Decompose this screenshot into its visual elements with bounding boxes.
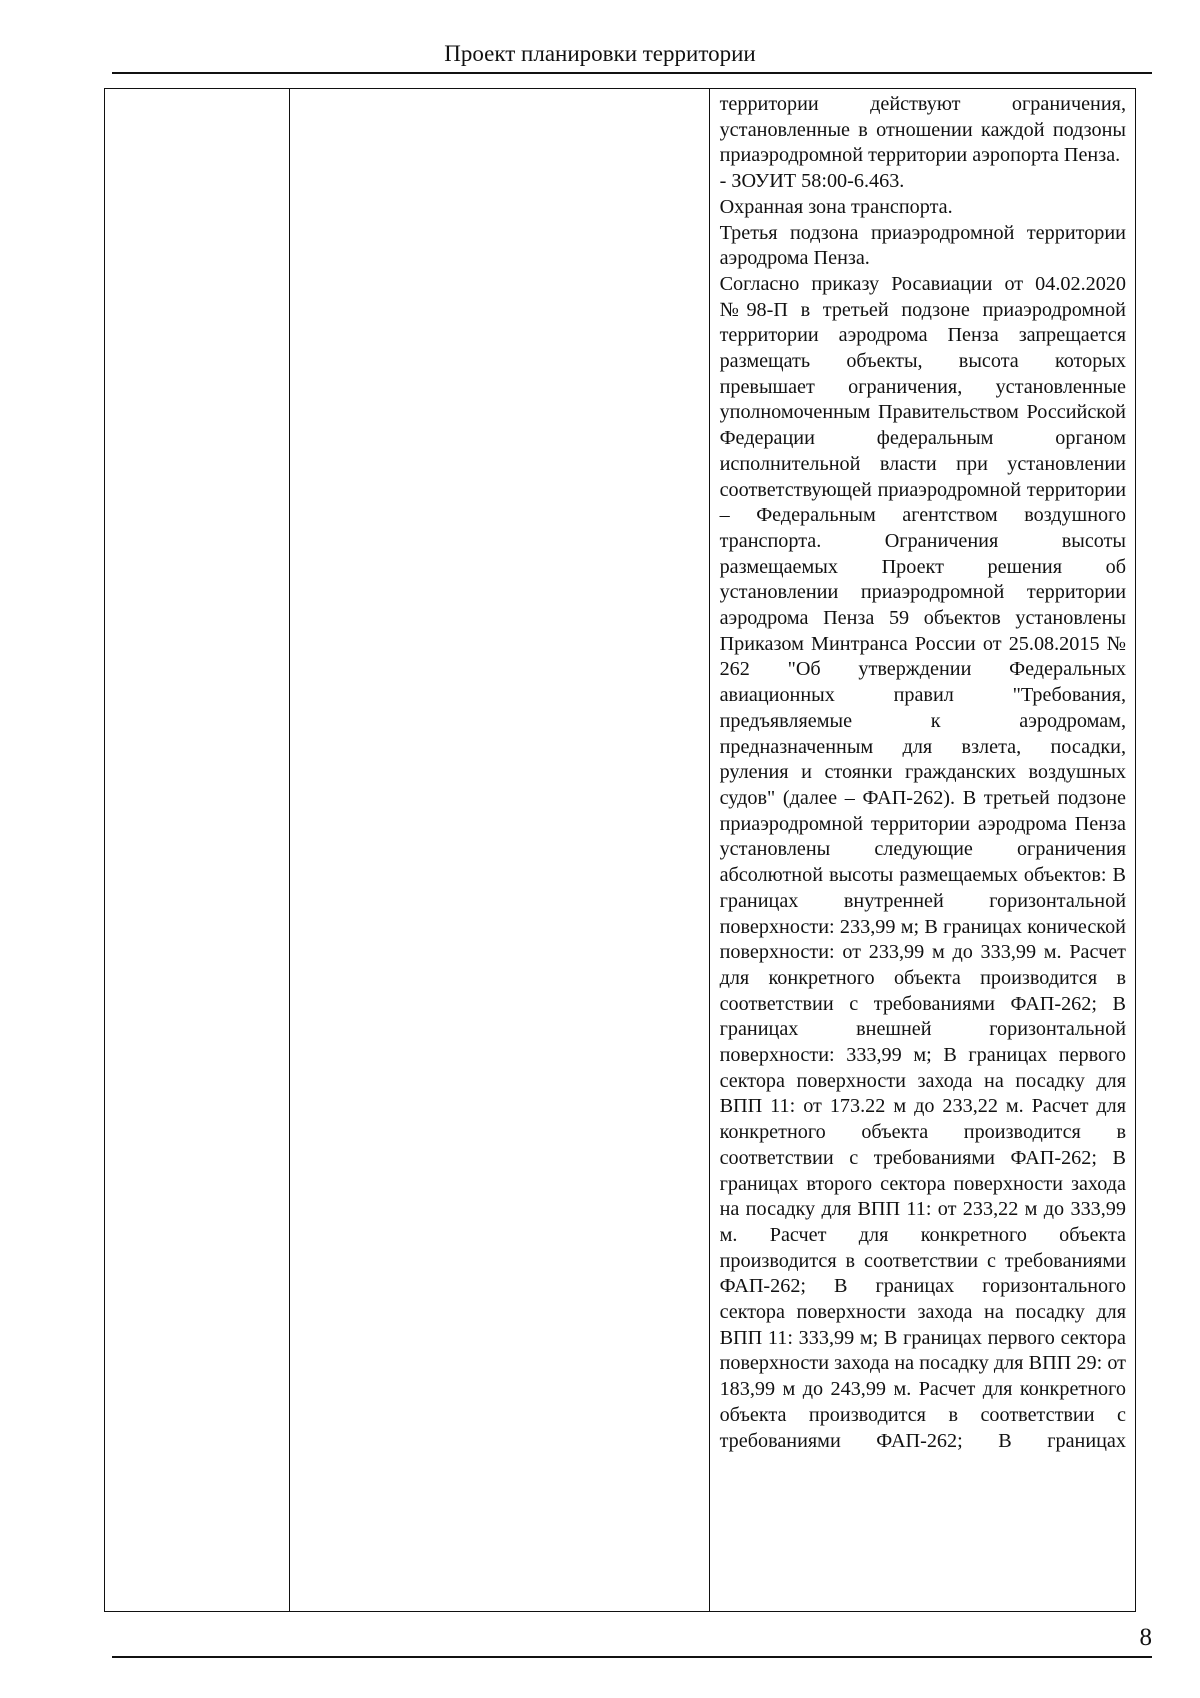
header-rule xyxy=(112,72,1152,74)
paragraph: Третья подзона приаэродромной территории аэродрома Пенза. xyxy=(719,221,1126,270)
page-header-title: Проект планировки территории xyxy=(444,41,756,66)
paragraph: - ЗОУИТ 58:00-6.463. xyxy=(719,170,905,193)
content-table xyxy=(104,88,1136,1612)
table-cell-col3 xyxy=(709,89,1135,1612)
table-cell-col2 xyxy=(290,89,709,1612)
paragraph: территории действуют ограничения, установленные в отношении каждой подзоны приаэродромной территории аэропорта Пенза. xyxy=(719,93,1126,167)
paragraph: Охранная зона транспорта. xyxy=(719,195,953,218)
paragraph: Согласно приказу Росавиации от 04.02.2020 №98-П в третьей подзоне приаэродромной территории аэродрома Пенза запрещается размещать объекты, высота которых превышает ограничения, установленные уполномоченным Правительством Российской Федерации федеральным органом исполнительной власти при установлении соответствующей приаэродромной территории – Федеральным агентством воздушного транспорта. Ограничения высоты размещаемых Проект решения об установлении приаэродромной территории аэродрома Пенза 59 объектов установлены Приказом Минтранса России от 25.08.2015 № 262 "Об утверждении Федеральных авиационных правил "Требования, предъявляемые к аэродромам, предназначенным для взлета, посадки, руления и стоянки гражданских воздушных судов" (далее – ФАП-262). В третьей подзоне приаэродромной территории аэродрома Пенза установлены следующие ограничения абсолютной высоты размещаемых объектов: В границах внутренней горизонтальной поверхности: 233,99 м; В границах конической поверхности: от 233,99 м до 333,99 м. Расчет для конкретного объекта производится в соответствии с требованиями ФАП-262; В границах внешней горизонтальной поверхности: 333,99 м; В границах первого сектора поверхности захода на посадку для ВПП 11: от 173.22 м до 233,22 м. Расчет для конкретного объекта производится в соответствии с требованиями ФАП-262; В границах второго сектора поверхности захода на посадку для ВПП 11: от 233,22 м до 333,99 м. Расчет для конкретного объекта производится в соответствии с требованиями ФАП-262; В границах горизонтального сектора поверхности захода на посадку для ВПП 11: 333,99 м; В границах первого сектора поверхности захода на посадку для ВПП 29: от 183,99 м до 243,99 м. Расчет для конкретного объекта производится в соответствии с требованиями ФАП-262; В границах xyxy=(719,272,1126,1452)
table-row xyxy=(105,89,1136,1612)
footer-rule xyxy=(112,1656,1152,1658)
page-number: 8 xyxy=(1139,1624,1152,1651)
table-cell-col1 xyxy=(105,89,290,1612)
cell-text xyxy=(710,89,1135,1454)
